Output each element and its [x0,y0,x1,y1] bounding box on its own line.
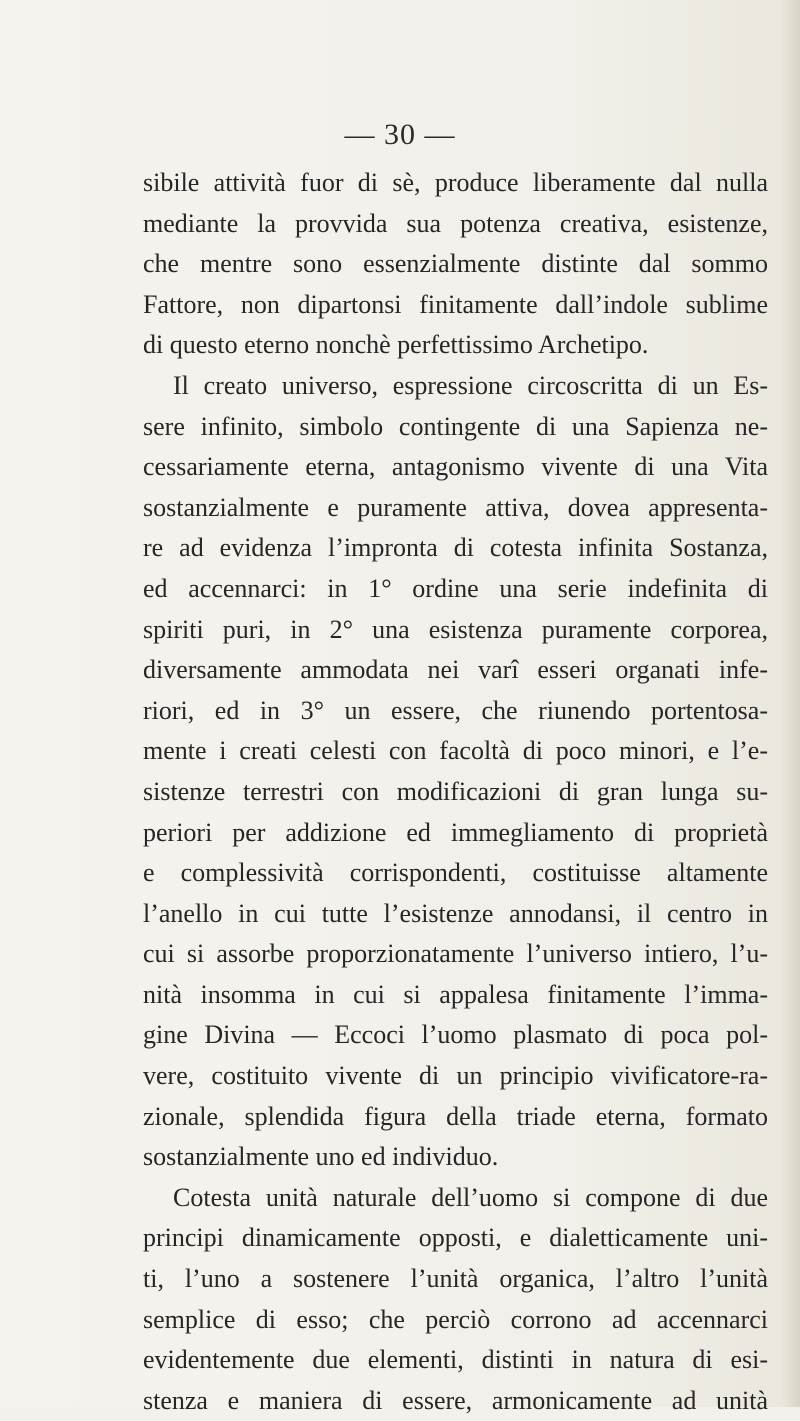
text-line: sere infinito, simbolo contingente di una Sapienza ne- [143,411,768,441]
text-line: vere, costituito vivente di un principio vivificatore-ra- [143,1061,768,1091]
text-line: cui si assorbe proporzionatamente l’universo intiero, l’u- [143,939,768,969]
text-line: Fattore, non dipartonsi finitamente dall’indole sublime [143,289,768,319]
text-line: sibile attività fuor di sè, produce liberamente dal nulla [143,168,768,197]
text-line: periori per addizione ed immegliamento di proprietà [143,817,768,847]
text-line: re ad evidenza l’impronta di cotesta infinita Sostanza, [143,533,768,563]
text-line: riori, ed in 3° un essere, che riunendo portentosa- [143,695,768,725]
text-line: principi dinamicamente opposti, e dialetticamente uni- [143,1223,768,1253]
text-line: semplice di esso; che perciò corrono ad accennarci [143,1304,768,1334]
text-line: di questo eterno nonchè perfettissimo Archetipo. [143,330,649,360]
text-line: cessariamente eterna, antagonismo vivente di una Vita [143,452,768,482]
text-line: gine Divina — Eccoci l’uomo plasmato di poca pol- [143,1020,768,1050]
text-line: Cotesta unità naturale dell’uomo si compone di due [173,1182,768,1212]
text-line: nità insomma in cui si appalesa finitamente l’imma- [143,979,768,1009]
page-number: — 30 — [344,118,456,151]
text-line: sostanzialmente e puramente attiva, dovea appresenta- [143,492,768,522]
text-line: l’anello in cui tutte l’esistenze annodansi, il centro in [143,898,768,928]
body-text [143,163,768,1421]
text-line: mente i creati celesti con facoltà di poco minori, e l’e- [143,736,768,766]
text-line: mediante la provvida sua potenza creativa, esistenze, [143,208,768,238]
text-line: evidentemente due elementi, distinti in natura di esi- [143,1345,768,1375]
text-line: che mentre sono essenzialmente distinte dal sommo [143,249,768,279]
text-line: diversamente ammodata nei varî esseri organati infe- [143,655,768,685]
text-line: ed accennarci: in 1° ordine una serie indefinita di [143,573,768,603]
text-line: sistenze terrestri con modificazioni di gran lunga su- [143,776,768,806]
text-line: e complessività corrispondenti, costituisse altamente [143,858,768,888]
text-line: zionale, splendida figura della triade eterna, formato [143,1101,768,1131]
text-line: stenza e maniera di essere, armonicamente ad unità [143,1385,768,1415]
text-line: sostanzialmente uno ed individuo. [143,1142,499,1172]
text-line: spiriti puri, in 2° una esistenza puramente corporea, [143,614,768,644]
text-line: Il creato universo, espressione circoscritta di un Es- [173,370,768,400]
text-line: ti, l’uno a sostenere l’unità organica, l’altro l’unità [143,1264,768,1294]
page-edge-shadow [782,0,800,1407]
